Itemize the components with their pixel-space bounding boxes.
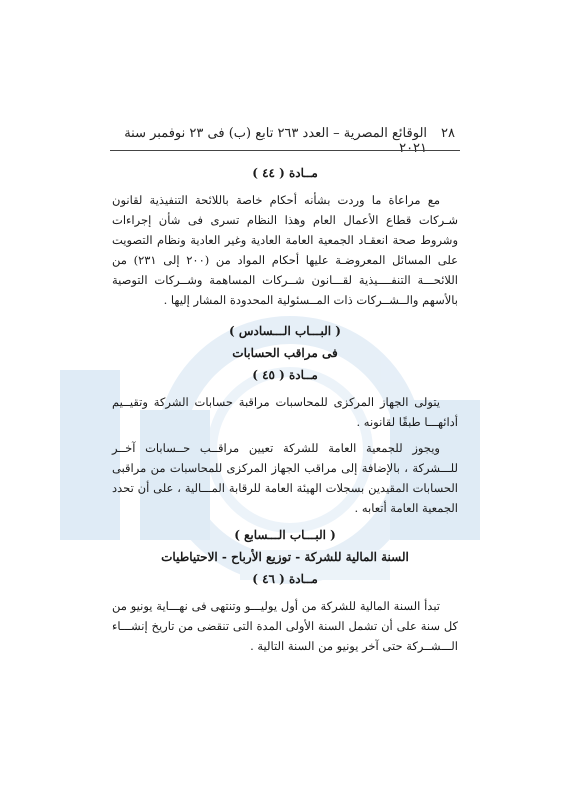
chapter-6-subtitle: فى مراقب الحسابات	[232, 346, 338, 360]
page-number: ٢٨	[441, 126, 455, 141]
chapter-6-title: ( البـــاب الـــسادس )	[229, 324, 341, 338]
article-46-text: تبدأ السنة المالية للشركة من أول يوليـــو وتنتهى فى نهـــاية يونيو من كل سنة على أن تشمل السنة الأولى المدة التى تنقضى من تاريخ إنشـــاء الـــشــركة حتى آخر يونيو من السنة التالية .	[112, 599, 458, 653]
article-44-heading: مــادة ( ٤٤ )	[252, 166, 318, 180]
chapter-7-title: ( البـــاب الـــسابع )	[234, 528, 336, 542]
article-45-paragraph-2: ويجوز للجمعية العامة للشركة تعيين مراقــب حــسابات آخــر للـــشركة ، بالإضافة إلى مراقب الجهاز المركزى للمحاسبات من مراقبى الحسابات المقيدين بسجلات الهيئة العامة للرقابة المـــالية ، على أن تحدد الجمعية العامة أتعابه .	[112, 441, 458, 515]
article-46-heading: مــادة ( ٤٦ )	[252, 572, 318, 586]
article-45-heading: مــادة ( ٤٥ )	[252, 368, 318, 382]
article-45-paragraph-1: يتولى الجهاز المركزى للمحاسبات مراقبة حسابات الشركة وتقيــيم أدائهـــا طبقًا لقانونه .	[112, 395, 458, 429]
chapter-7-subtitle: السنة المالية للشركة - توزيع الأرباح - الاحتياطيات	[161, 550, 409, 564]
article-44-text: مع مراعاة ما وردت بشأنه أحكام خاصة باللائحة التنفيذية لقانون شـركات قطاع الأعمال العام وهذا النظام تسرى فى شأن إجراءات وشروط صحة انعقـاد الجمعية العامة العادية وغير العادية ونظام التصويت على المسائل المعروضـة عليها أحكام المواد من (٢٠٠ إلى ٢٣١) من اللائحـــة التنفــــيذية لقـــانون شــركات المساهمة وشــركات التوصية بالأسهم والــشــركات ذات المــسئولية المحدودة المشار إليها .	[112, 193, 459, 307]
gazette-title: الوقائع المصرية – العدد ٢٦٣ تابع (ب) فى ٢٣ نوفمبر سنة ٢٠٢١	[124, 126, 428, 156]
document-body	[112, 150, 458, 656]
